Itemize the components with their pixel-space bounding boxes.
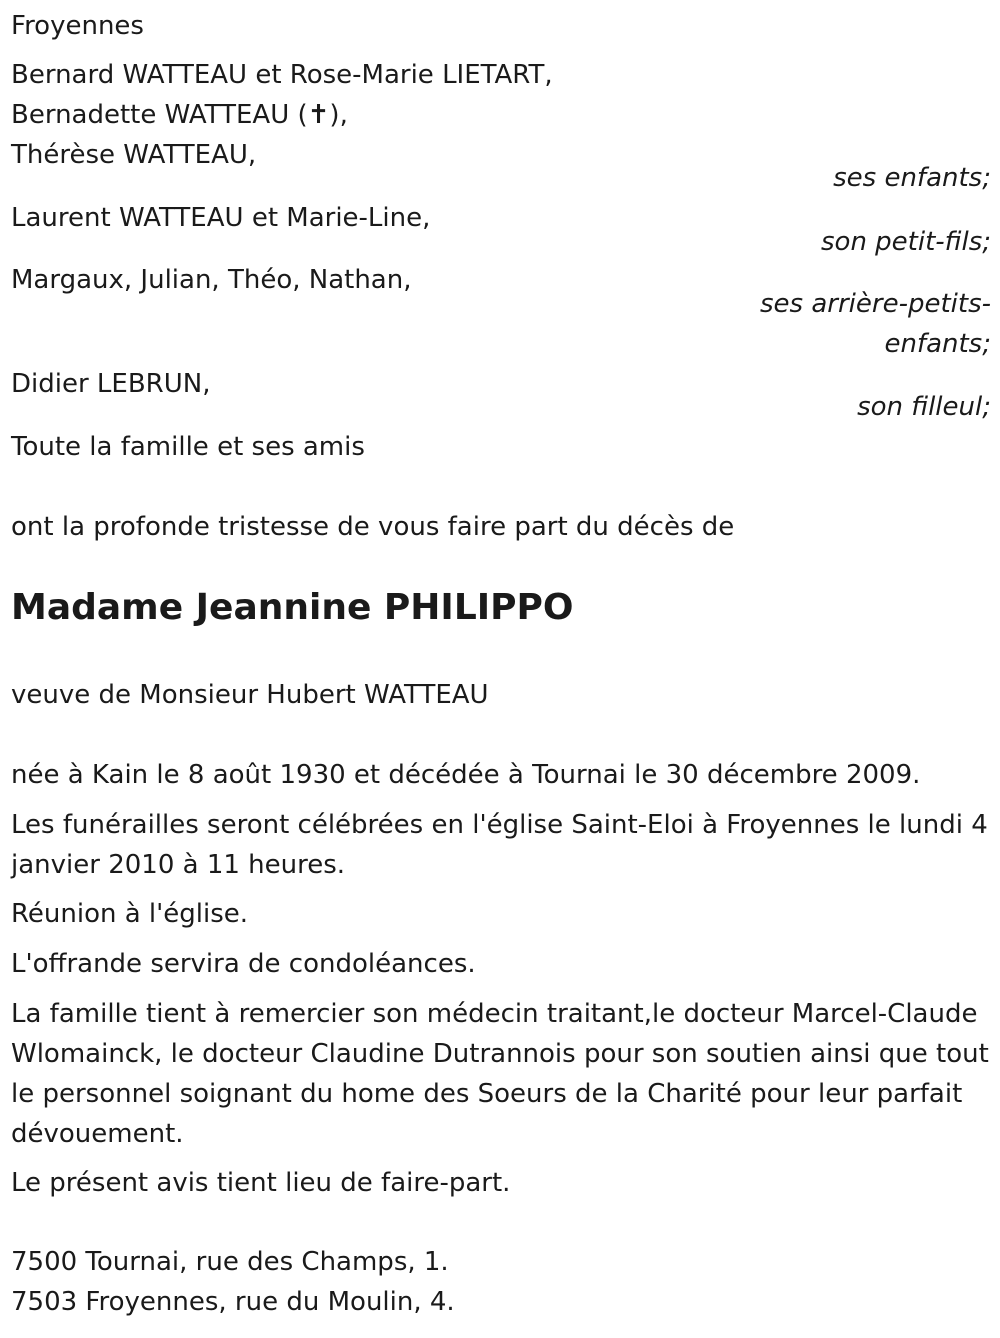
funeral-text: Les funérailles seront célébrées en l'église Saint-Eloi à Froyennes le lundi 4 janvier 2010 à 11 heures. <box>11 810 988 880</box>
great-grandchildren-entry: Margaux, Julian, Théo, Nathan, <box>11 265 412 295</box>
godson-role: son filleul; <box>857 392 991 422</box>
grandson-entry: Laurent WATTEAU et Marie-Line, <box>11 203 431 233</box>
great-grandchildren-role-cont: enfants; <box>884 329 991 359</box>
place-name: Froyennes <box>11 11 144 41</box>
address-line: 7500 Tournai, rue des Champs, 1. <box>11 1247 449 1277</box>
deceased-name: Madame Jeannine PHILIPPO <box>11 587 574 628</box>
child-entry: Bernard WATTEAU et Rose-Marie LIETART, <box>11 60 553 90</box>
great-grandchildren-role: ses arrière-petits- <box>760 289 991 319</box>
children-role: ses enfants; <box>833 163 991 193</box>
child-entry: Bernadette WATTEAU (✝), <box>11 100 348 130</box>
child-entry: Thérèse WATTEAU, <box>11 140 257 170</box>
birth-death-text: née à Kain le 8 août 1930 et décédée à Tournai le 30 décembre 2009. <box>11 760 921 790</box>
thanks-text: La famille tient à remercier son médecin traitant,le docteur Marcel-Claude Wlomainck, le docteur Claudine Dutrannois pour son soutien ainsi que tout le personnel soignant du home des Soeurs de la Charité pour leur parfait dévouement. <box>11 999 989 1149</box>
widow-of: veuve de Monsieur Hubert WATTEAU <box>11 680 489 710</box>
meeting-text: Réunion à l'église. <box>11 899 249 929</box>
grandson-role: son petit-fils; <box>820 227 991 257</box>
godson-entry: Didier LEBRUN, <box>11 369 211 399</box>
address-line: 7503 Froyennes, rue du Moulin, 4. <box>11 1287 455 1317</box>
others-entry: Toute la famille et ses amis <box>11 432 365 462</box>
notice-text: Le présent avis tient lieu de faire-part. <box>11 1168 511 1198</box>
offering-text: L'offrande servira de condoléances. <box>11 949 476 979</box>
announcement-text: ont la profonde tristesse de vous faire part du décès de <box>11 512 735 542</box>
